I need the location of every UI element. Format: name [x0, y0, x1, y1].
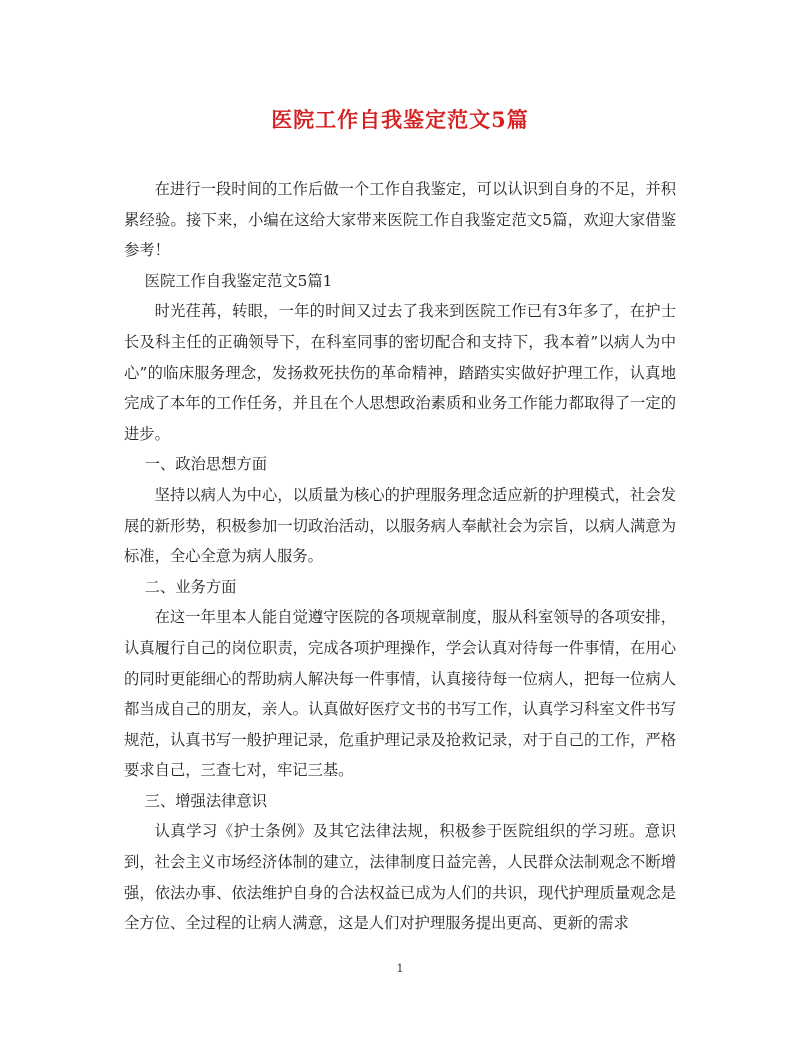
subsection-heading: 三、增强法律意识	[144, 791, 268, 810]
section-heading: 医院工作自我鉴定范文5篇1	[144, 271, 333, 290]
page-number: 1	[396, 962, 404, 975]
body-paragraph: 坚持以病人为中心，以质量为核心的护理服务理念适应新的护理模式，社会发展的新形势，积极参加一切政治活动，以服务病人奉献社会为宗旨，以病人满意为标准，全心全意为病人服务。	[124, 485, 676, 566]
subsection-heading: 一、政治思想方面	[144, 455, 268, 474]
document-body	[124, 174, 676, 939]
subsection-heading: 二、业务方面	[144, 577, 237, 596]
body-paragraph: 在这一年里本人能自觉遵守医院的各项规章制度，服从科室领导的各项安排，认真履行自己的岗位职责，完成各项护理操作，学会认真对待每一件事情，在用心的同时更能细心的帮助病人解决每一件事情，认真接待每一位病人，把每一位病人都当成自己的朋友，亲人。认真做好医疗文书的书写工作，认真学习科室文件书写规范，认真书写一般护理记录，危重护理记录及抢救记录，对于自己的工作，严格要求自己，三查七对，牢记三基。	[124, 608, 676, 780]
body-paragraph: 时光荏苒，转眼，一年的时间又过去了我来到医院工作已有3年多了，在护士长及科主任的正确领导下，在科室同事的密切配合和支持下，我本着”以病人为中心”的临床服务理念，发扬救死扶伤的革命精神，踏踏实实做好护理工作，认真地完成了本年的工作任务，并且在个人思想政治素质和业务工作能力都取得了一定的进步。	[124, 302, 676, 443]
body-paragraph: 认真学习《护士条例》及其它法律法规，积极参于医院组织的学习班。意识到，社会主义市场经济体制的建立，法律制度日益完善，人民群众法制观念不断增强，依法办事、依法维护自身的合法权益已成为人们的共识，现代护理质量观念是全方位、全过程的让病人满意，这是人们对护理服务提出更高、更新的需求	[124, 822, 676, 933]
intro-paragraph: 在进行一段时间的工作后做一个工作自我鉴定，可以认识到自身的不足，并积累经验。接下来，小编在这给大家带来医院工作自我鉴定范文5篇，欢迎大家借鉴参考！	[124, 180, 676, 260]
document-title: 医院工作自我鉴定范文5篇	[271, 107, 529, 132]
